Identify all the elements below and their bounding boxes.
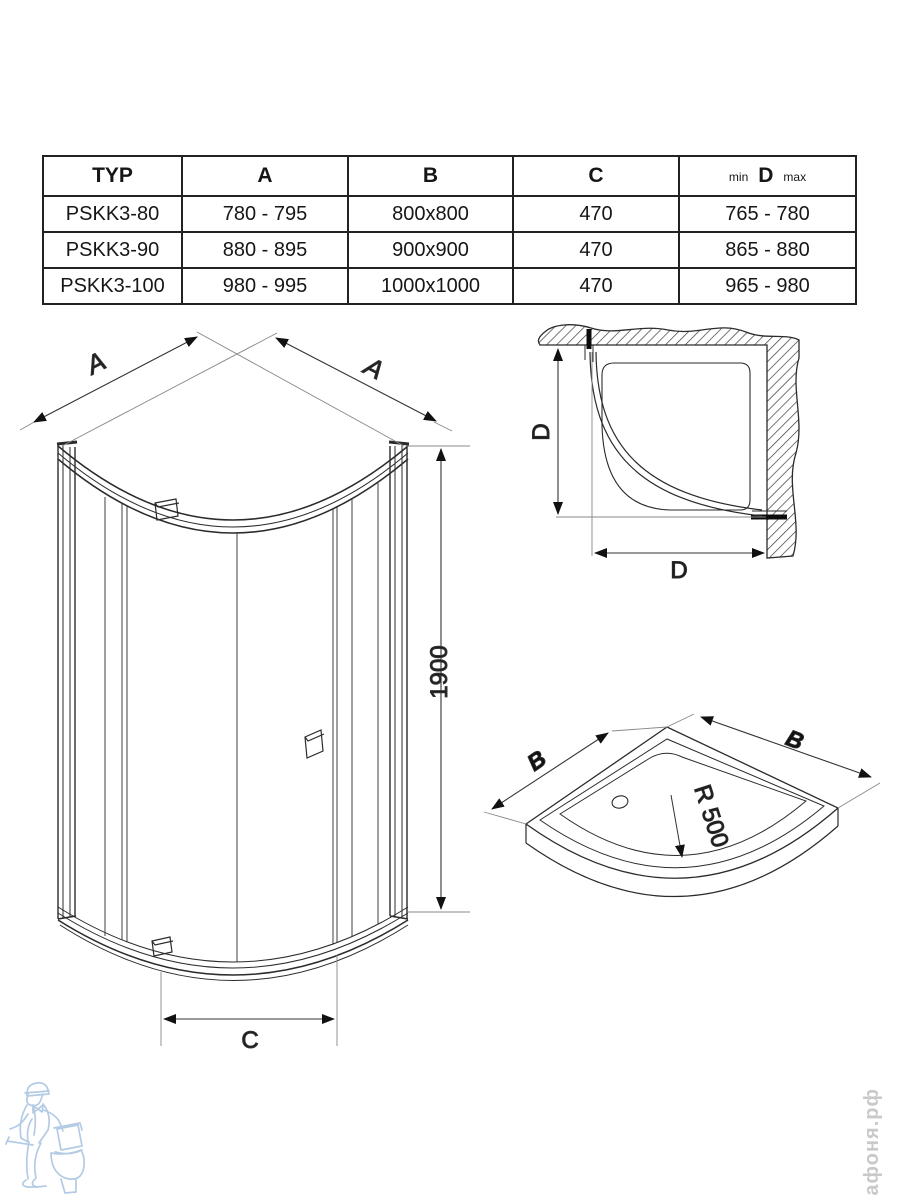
header-d-label: D — [758, 164, 774, 187]
label-a-left: A — [81, 345, 111, 381]
header-d-max: max — [783, 170, 807, 184]
header-typ: TYP — [43, 156, 182, 196]
site-watermark: афоня.рф — [861, 1088, 883, 1196]
cell-a: 880 - 895 — [182, 232, 348, 268]
plumber-cap — [27, 1083, 49, 1096]
label-d-horizontal: D — [670, 557, 688, 584]
label-b-left: B — [522, 745, 551, 776]
plumber-watermark — [6, 1083, 84, 1193]
plan-view — [528, 325, 799, 584]
cell-c: 470 — [513, 196, 679, 232]
dim-line-b-left — [492, 733, 608, 809]
dim-line-a-right — [276, 338, 436, 421]
label-a-right: A — [359, 350, 389, 386]
toilet-base — [61, 1179, 76, 1193]
cell-c: 470 — [513, 268, 679, 304]
cell-d: 965 - 980 — [679, 268, 856, 304]
cell-d: 765 - 780 — [679, 196, 856, 232]
tray-view — [484, 714, 880, 897]
cell-typ: PSKK3-100 — [43, 268, 182, 304]
header-a: A — [182, 156, 348, 196]
label-height: 1900 — [426, 645, 453, 699]
cell-b: 800x800 — [348, 196, 513, 232]
cell-typ: PSKK3-80 — [43, 196, 182, 232]
door-handle — [305, 730, 324, 758]
plumber-legs — [27, 1142, 41, 1179]
plumber-arm-left — [10, 1114, 28, 1129]
plan-glass-inner — [596, 352, 762, 510]
cell-a: 780 - 795 — [182, 196, 348, 232]
plumber-body — [20, 1105, 32, 1142]
glass-edges — [105, 483, 378, 962]
radius-leader — [671, 795, 682, 857]
label-radius: R 500 — [688, 781, 734, 851]
drain-hole — [611, 794, 629, 810]
wall-section — [538, 325, 799, 558]
header-d-min: min — [728, 170, 749, 184]
dim-line-a-left — [34, 337, 197, 422]
tray-basin-edge — [560, 753, 806, 855]
top-rail — [58, 446, 408, 533]
front-view — [57, 442, 409, 981]
cell-b: 1000x1000 — [348, 268, 513, 304]
cell-d: 865 - 880 — [679, 232, 856, 268]
header-c: C — [513, 156, 679, 196]
right-post — [389, 442, 409, 919]
cell-b: 900x900 — [348, 232, 513, 268]
label-b-right: B — [782, 724, 808, 755]
cell-c: 470 — [513, 232, 679, 268]
tray-side-wall — [526, 826, 838, 897]
bottom-rail — [58, 907, 408, 981]
label-c: C — [241, 1027, 259, 1054]
cell-typ: PSKK3-90 — [43, 232, 182, 268]
plumber-shoes — [23, 1179, 46, 1187]
toilet-tank — [57, 1125, 82, 1150]
left-post — [57, 442, 77, 919]
cell-a: 980 - 995 — [182, 268, 348, 304]
plan-glass-outer — [590, 352, 762, 516]
label-d-vertical: D — [528, 423, 555, 441]
header-b: B — [348, 156, 513, 196]
